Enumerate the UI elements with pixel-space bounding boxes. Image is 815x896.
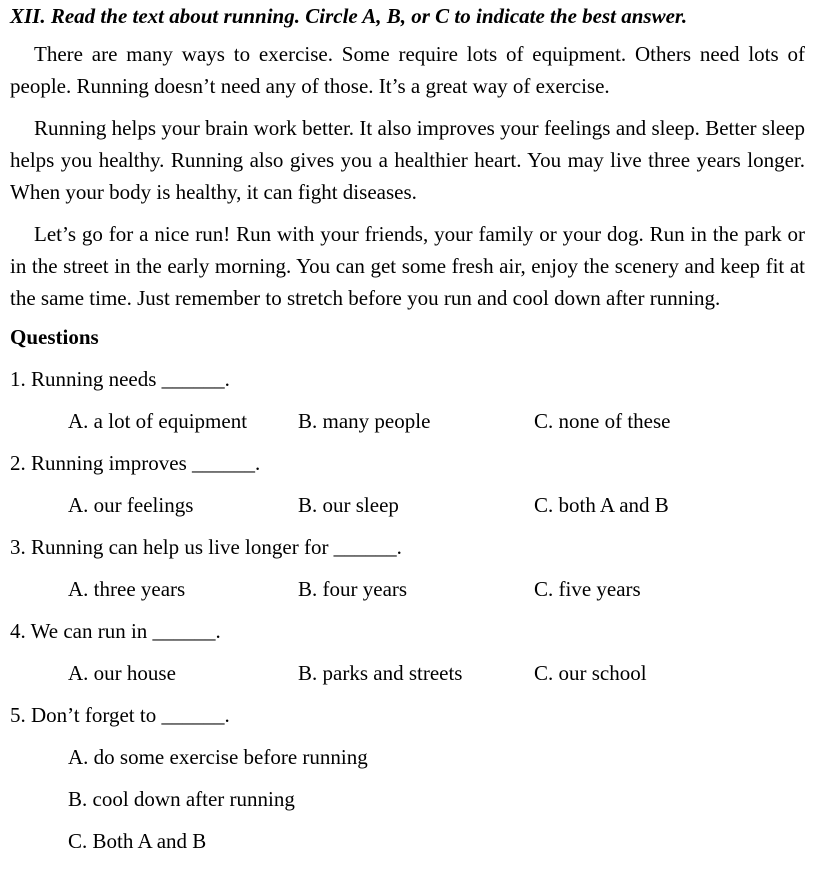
- question-1-option-c[interactable]: C. none of these: [534, 409, 671, 433]
- question-4-option-b[interactable]: B. parks and streets: [298, 661, 463, 685]
- question-2-option-b[interactable]: B. our sleep: [298, 493, 399, 517]
- reading-exercise-page: [10, 2, 805, 862]
- question-2-prompt: 2. Running improves ______.: [10, 451, 261, 475]
- question-4-prompt: 4. We can run in ______.: [10, 619, 221, 643]
- question-5-options: [68, 736, 805, 862]
- passage-paragraph-1: There are many ways to exercise. Some require lots of equipment. Others need lots of people. Running doesn’t need any of those. It’s a great way of exercise.: [10, 42, 805, 98]
- question-3-option-c[interactable]: C. five years: [534, 577, 641, 601]
- passage-paragraph-3: Let’s go for a nice run! Run with your friends, your family or your dog. Run in the park or in the street in the early morning. You can get some fresh air, enjoy the scenery and keep fit at the same time. Just remember to stretch before you run and cool down after running.: [10, 222, 805, 310]
- question-1: [10, 358, 805, 442]
- question-1-option-b[interactable]: B. many people: [298, 409, 431, 433]
- question-4-option-a[interactable]: A. our house: [68, 661, 176, 685]
- question-1-options: [68, 400, 805, 442]
- question-3-option-b[interactable]: B. four years: [298, 577, 408, 601]
- question-2-option-a[interactable]: A. our feelings: [68, 493, 194, 517]
- question-1-prompt: 1. Running needs ______.: [10, 367, 230, 391]
- exercise-title: XII. Read the text about running. Circle A, B, or C to indicate the best answer.: [10, 4, 688, 28]
- questions-section: [10, 316, 805, 862]
- question-4-options: [68, 652, 805, 694]
- question-2-options: [68, 484, 805, 526]
- question-4: [10, 610, 805, 694]
- question-2: [10, 442, 805, 526]
- question-3-options: [68, 568, 805, 610]
- question-4-option-c[interactable]: C. our school: [534, 661, 647, 685]
- question-5: [10, 694, 805, 862]
- question-3-prompt: 3. Running can help us live longer for ______.: [10, 535, 402, 559]
- question-5-option-a[interactable]: A. do some exercise before running: [68, 745, 368, 769]
- question-2-option-c[interactable]: C. both A and B: [534, 493, 669, 517]
- question-5-option-b[interactable]: B. cool down after running: [68, 787, 295, 811]
- question-3-option-a[interactable]: A. three years: [68, 577, 186, 601]
- question-5-option-c[interactable]: C. Both A and B: [68, 829, 207, 853]
- question-5-prompt: 5. Don’t forget to ______.: [10, 703, 230, 727]
- questions-heading: Questions: [10, 325, 99, 349]
- question-1-option-a[interactable]: A. a lot of equipment: [68, 409, 248, 433]
- question-3: [10, 526, 805, 610]
- passage-paragraph-2: Running helps your brain work better. It also improves your feelings and sleep. Better sleep helps you healthy. Running also gives you a healthier heart. You may live three years longer. When your body is healthy, it can fight diseases.: [10, 116, 805, 204]
